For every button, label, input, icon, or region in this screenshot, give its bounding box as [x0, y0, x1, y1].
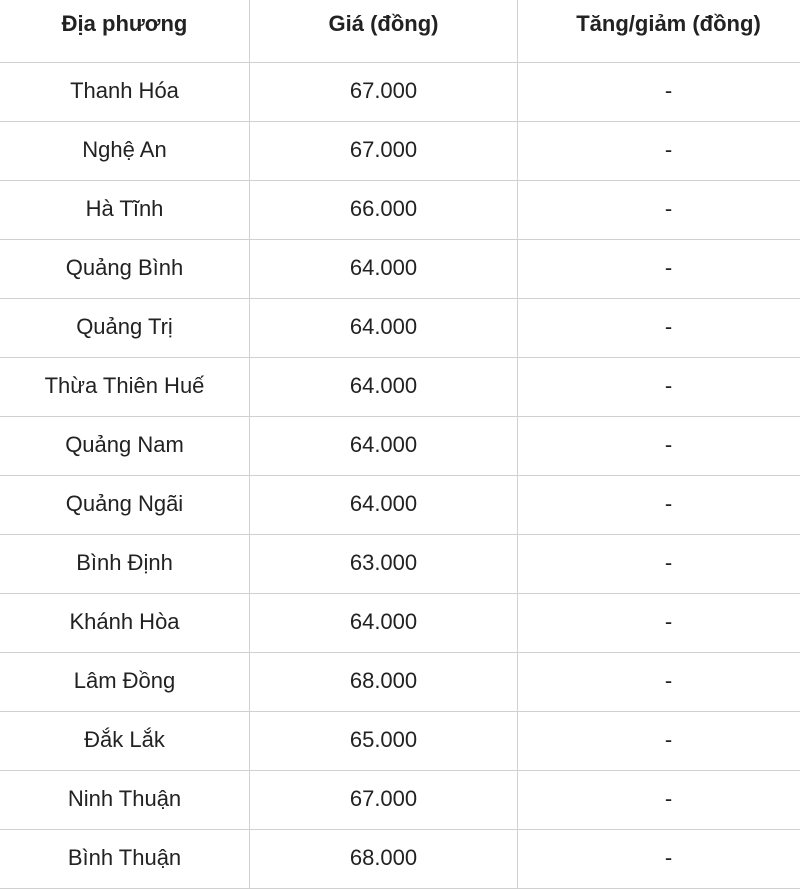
cell-province: Lâm Đồng	[0, 653, 250, 712]
table-row	[0, 122, 800, 181]
cell-price: 64.000	[250, 299, 518, 358]
cell-price: 65.000	[250, 712, 518, 771]
table-header	[0, 0, 800, 63]
cell-change: -	[518, 653, 800, 712]
cell-province: Hà Tĩnh	[0, 181, 250, 240]
cell-change: -	[518, 771, 800, 830]
cell-price: 64.000	[250, 476, 518, 535]
cell-change: -	[518, 181, 800, 240]
cell-price: 66.000	[250, 181, 518, 240]
cell-change: -	[518, 122, 800, 181]
cell-change: -	[518, 476, 800, 535]
cell-province: Nghệ An	[0, 122, 250, 181]
cell-change: -	[518, 712, 800, 771]
cell-change: -	[518, 830, 800, 889]
cell-province: Bình Định	[0, 535, 250, 594]
cell-price: 63.000	[250, 535, 518, 594]
cell-change: -	[518, 535, 800, 594]
cell-change: -	[518, 417, 800, 476]
table-row	[0, 63, 800, 122]
cell-change: -	[518, 240, 800, 299]
cell-change: -	[518, 63, 800, 122]
table-row	[0, 594, 800, 653]
header-price: Giá (đồng)	[250, 0, 518, 63]
cell-province: Quảng Nam	[0, 417, 250, 476]
cell-province: Thừa Thiên Huế	[0, 358, 250, 417]
cell-change: -	[518, 358, 800, 417]
cell-price: 67.000	[250, 122, 518, 181]
cell-price: 68.000	[250, 653, 518, 712]
cell-province: Ninh Thuận	[0, 771, 250, 830]
cell-province: Khánh Hòa	[0, 594, 250, 653]
table-row	[0, 358, 800, 417]
table-row	[0, 240, 800, 299]
table-row	[0, 771, 800, 830]
table-row	[0, 181, 800, 240]
cell-province: Quảng Trị	[0, 299, 250, 358]
cell-price: 67.000	[250, 771, 518, 830]
header-row	[0, 0, 800, 63]
cell-province: Bình Thuận	[0, 830, 250, 889]
table-row	[0, 712, 800, 771]
header-province: Địa phương	[0, 0, 250, 63]
cell-change: -	[518, 299, 800, 358]
cell-change: -	[518, 594, 800, 653]
cell-province: Quảng Ngãi	[0, 476, 250, 535]
cell-province: Quảng Bình	[0, 240, 250, 299]
table-row	[0, 299, 800, 358]
cell-province: Đắk Lắk	[0, 712, 250, 771]
cell-price: 67.000	[250, 63, 518, 122]
cell-price: 64.000	[250, 240, 518, 299]
table-row	[0, 535, 800, 594]
cell-price: 64.000	[250, 594, 518, 653]
table-body	[0, 63, 800, 889]
table-row	[0, 830, 800, 889]
header-change: Tăng/giảm (đồng)	[518, 0, 800, 63]
cell-price: 64.000	[250, 358, 518, 417]
table-row	[0, 653, 800, 712]
table-row	[0, 417, 800, 476]
cell-province: Thanh Hóa	[0, 63, 250, 122]
cell-price: 64.000	[250, 417, 518, 476]
table-row	[0, 476, 800, 535]
cell-price: 68.000	[250, 830, 518, 889]
